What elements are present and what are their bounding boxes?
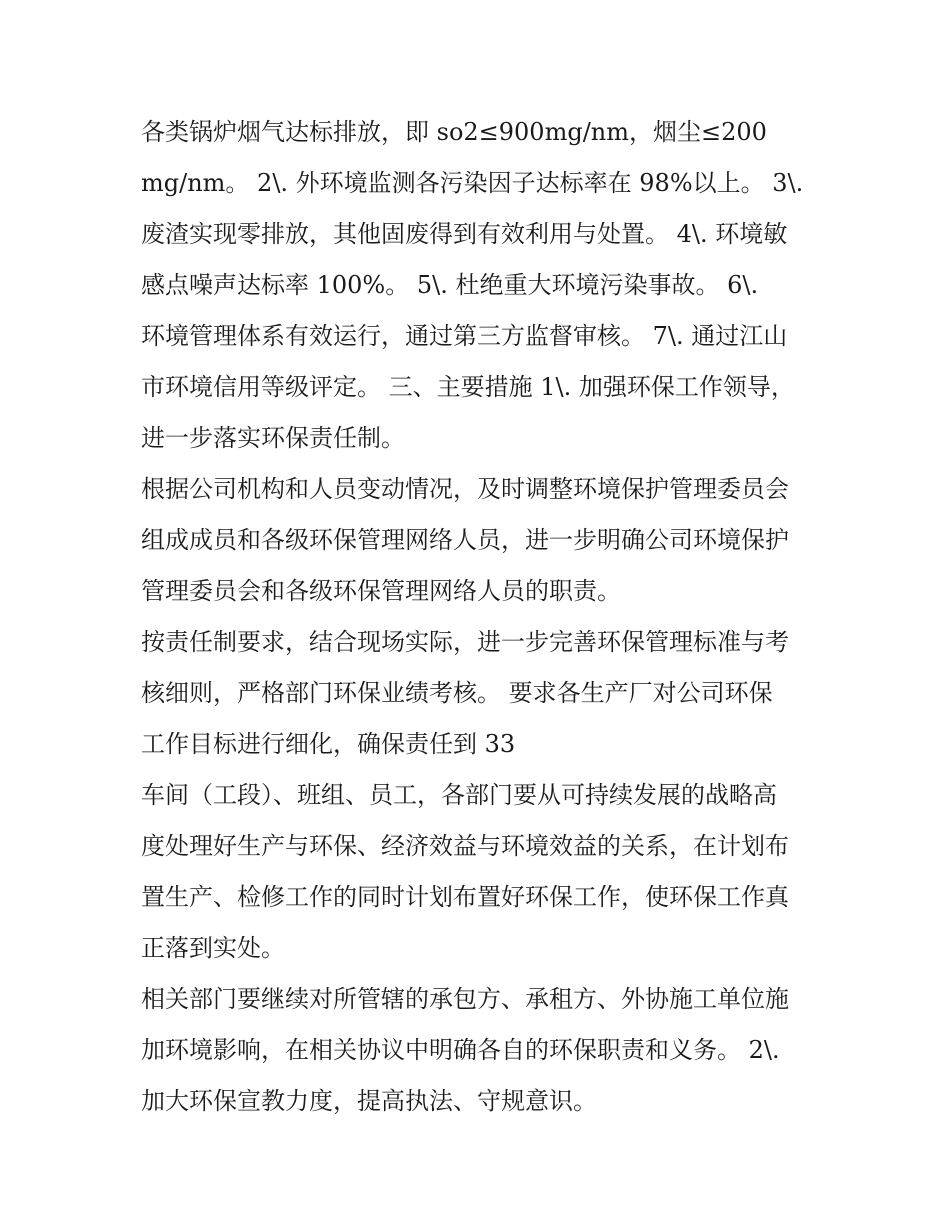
text-line: 进一步落实环保责任制。: [141, 424, 405, 452]
text-line: 度处理好生产与环保、经济效益与环境效益的关系，在计划布: [141, 832, 789, 860]
text-line: 管理委员会和各级环保管理网络人员的职责。: [141, 577, 621, 605]
text-line: 车间（工段）、班组、员工，各部门要从可持续发展的战略高: [141, 781, 777, 809]
text-line: 按责任制要求，结合现场实际，进一步完善环保管理标准与考: [141, 628, 789, 656]
text-line: 根据公司机构和人员变动情况，及时调整环境保护管理委员会: [141, 475, 789, 503]
text-line: mg/nm。 2\. 外环境监测各污染因子达标率在 98%以上。 3\.: [141, 169, 804, 197]
text-line: 组成成员和各级环保管理网络人员，进一步明确公司环境保护: [141, 526, 789, 554]
text-line: 置生产、检修工作的同时计划布置好环保工作，使环保工作真: [141, 883, 789, 911]
document-body: [141, 107, 831, 1127]
text-line: 相关部门要继续对所管辖的承包方、承租方、外协施工单位施: [141, 985, 789, 1013]
text-line: 核细则，严格部门环保业绩考核。 要求各生产厂对公司环保: [141, 679, 773, 707]
text-line: 各类锅炉烟气达标排放，即 so2≤900mg/nm，烟尘≤200: [141, 118, 767, 146]
text-line: 感点噪声达标率 100%。 5\. 杜绝重大环境污染事故。 6\.: [141, 271, 759, 299]
text-line: 工作目标进行细化，确保责任到 33: [141, 730, 516, 758]
text-line: 市环境信用等级评定。 三、主要措施 1\. 加强环保工作领导，: [141, 373, 795, 401]
text-line: 环境管理体系有效运行，通过第三方监督审核。 7\. 通过江山: [141, 322, 788, 350]
text-line: 废渣实现零排放，其他固废得到有效利用与处置。 4\. 环境敏: [141, 220, 788, 248]
text-line: 正落到实处。: [141, 934, 285, 962]
text-line: 加环境影响，在相关协议中明确各自的环保职责和义务。 2\.: [141, 1036, 780, 1064]
text-line: 加大环保宣教力度，提高执法、守规意识。: [141, 1087, 597, 1115]
